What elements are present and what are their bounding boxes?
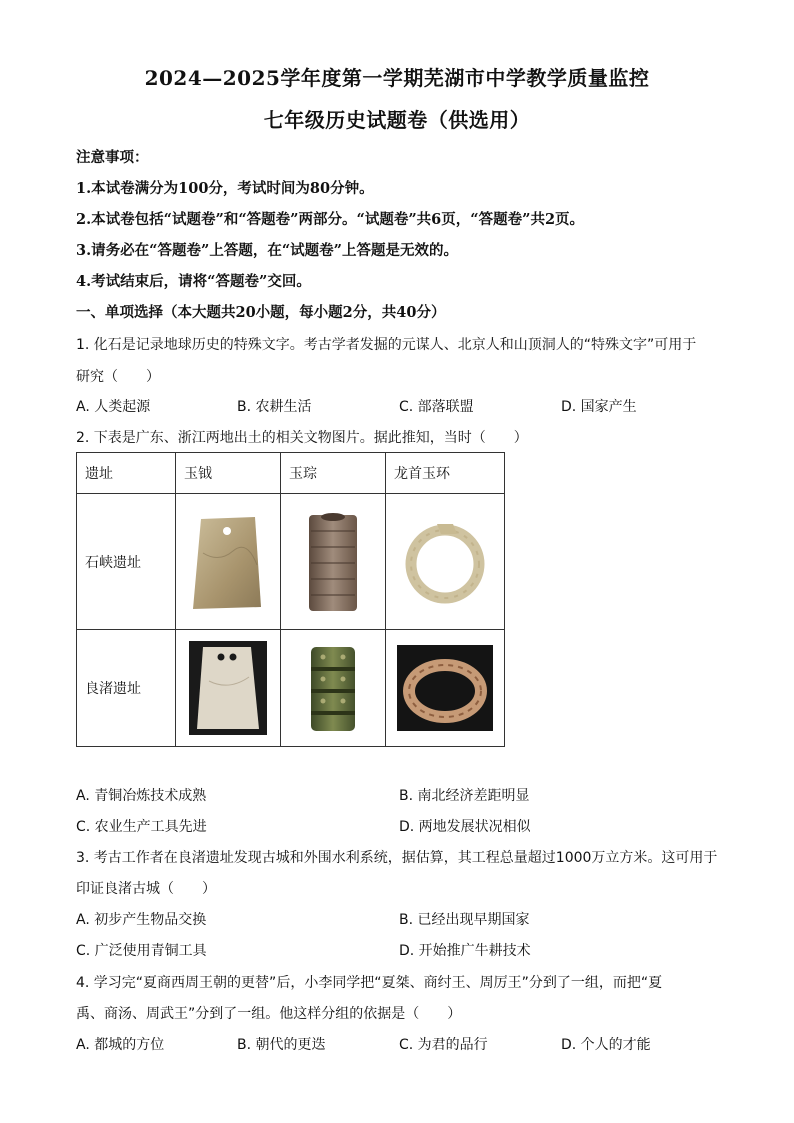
q2-option-c: C. 农业生产工具先进: [76, 819, 207, 835]
note-item: 1.本试卷满分为100分，考试时间为80分钟。: [76, 180, 374, 197]
question-3-stem: 3. 考古工作者在良渚遗址发现古城和外围水利系统，据估算，其工程总量超过1000万立方米。这可用于: [76, 850, 718, 866]
notes-heading: 注意事项：: [76, 149, 149, 166]
relics-table: [76, 452, 505, 747]
q3-option-a: A. 初步产生物品交换: [76, 912, 207, 928]
table-header: 玉琮: [281, 453, 386, 494]
table-header: 玉钺: [176, 453, 281, 494]
q3-option-b: B. 已经出现早期国家: [399, 912, 530, 928]
shixia-cong-photo: [281, 494, 386, 630]
liangzhu-ring-photo: [386, 630, 505, 747]
table-header: 龙首玉环: [386, 453, 505, 494]
question-3-stem-cont: 印证良渚古城（ ）: [76, 881, 216, 897]
table-row-label: 良渚遗址: [77, 630, 176, 747]
q3-option-c: C. 广泛使用青铜工具: [76, 943, 207, 959]
exam-title: 2024—2025学年度第一学期芜湖市中学教学质量监控: [144, 66, 650, 90]
question-1-stem: 1. 化石是记录地球历史的特殊文字。考古学者发掘的元谋人、北京人和山顶洞人的“特殊文字”可用于: [76, 337, 697, 353]
q4-option-b: B. 朝代的更迭: [237, 1037, 326, 1053]
liangzhu-yue-photo: [176, 630, 281, 747]
q4-option-c: C. 为君的品行: [399, 1037, 488, 1053]
shixia-yue-photo: [176, 494, 281, 630]
note-item: 4.考试结束后，请将“答题卷”交回。: [76, 273, 311, 290]
shixia-ring-photo: [386, 494, 505, 630]
question-4-stem-cont: 禹、商汤、周武王”分到了一组。他这样分组的依据是（ ）: [76, 1006, 462, 1022]
section-heading: 一、单项选择（本大题共20小题，每小题2分，共40分）: [76, 304, 446, 321]
question-1-stem-cont: 研究（ ）: [76, 369, 160, 385]
q1-option-a: A. 人类起源: [76, 399, 151, 415]
table-row-label: 石峡遗址: [77, 494, 176, 630]
table-header: 遗址: [77, 453, 176, 494]
q4-option-d: D. 个人的才能: [561, 1037, 651, 1053]
q1-option-b: B. 农耕生活: [237, 399, 312, 415]
note-item: 2.本试卷包括“试题卷”和“答题卷”两部分。“试题卷”共6页，“答题卷”共2页。: [76, 211, 585, 228]
q2-option-a: A. 青铜冶炼技术成熟: [76, 788, 207, 804]
exam-subtitle: 七年级历史试题卷（供选用）: [263, 108, 531, 132]
q2-option-b: B. 南北经济差距明显: [399, 788, 530, 804]
question-2-stem: 2. 下表是广东、浙江两地出土的相关文物图片。据此推知，当时（ ）: [76, 430, 528, 446]
q1-option-d: D. 国家产生: [561, 399, 637, 415]
q2-option-d: D. 两地发展状况相似: [399, 819, 531, 835]
q4-option-a: A. 都城的方位: [76, 1037, 165, 1053]
q3-option-d: D. 开始推广牛耕技术: [399, 943, 531, 959]
q1-option-c: C. 部落联盟: [399, 399, 474, 415]
note-item: 3.请务必在“答题卷”上答题，在“试题卷”上答题是无效的。: [76, 242, 458, 259]
liangzhu-cong-photo: [281, 630, 386, 747]
question-4-stem: 4. 学习完“夏商西周王朝的更替”后，小李同学把“夏桀、商纣王、周厉王”分到了一组，而把“夏: [76, 975, 663, 991]
